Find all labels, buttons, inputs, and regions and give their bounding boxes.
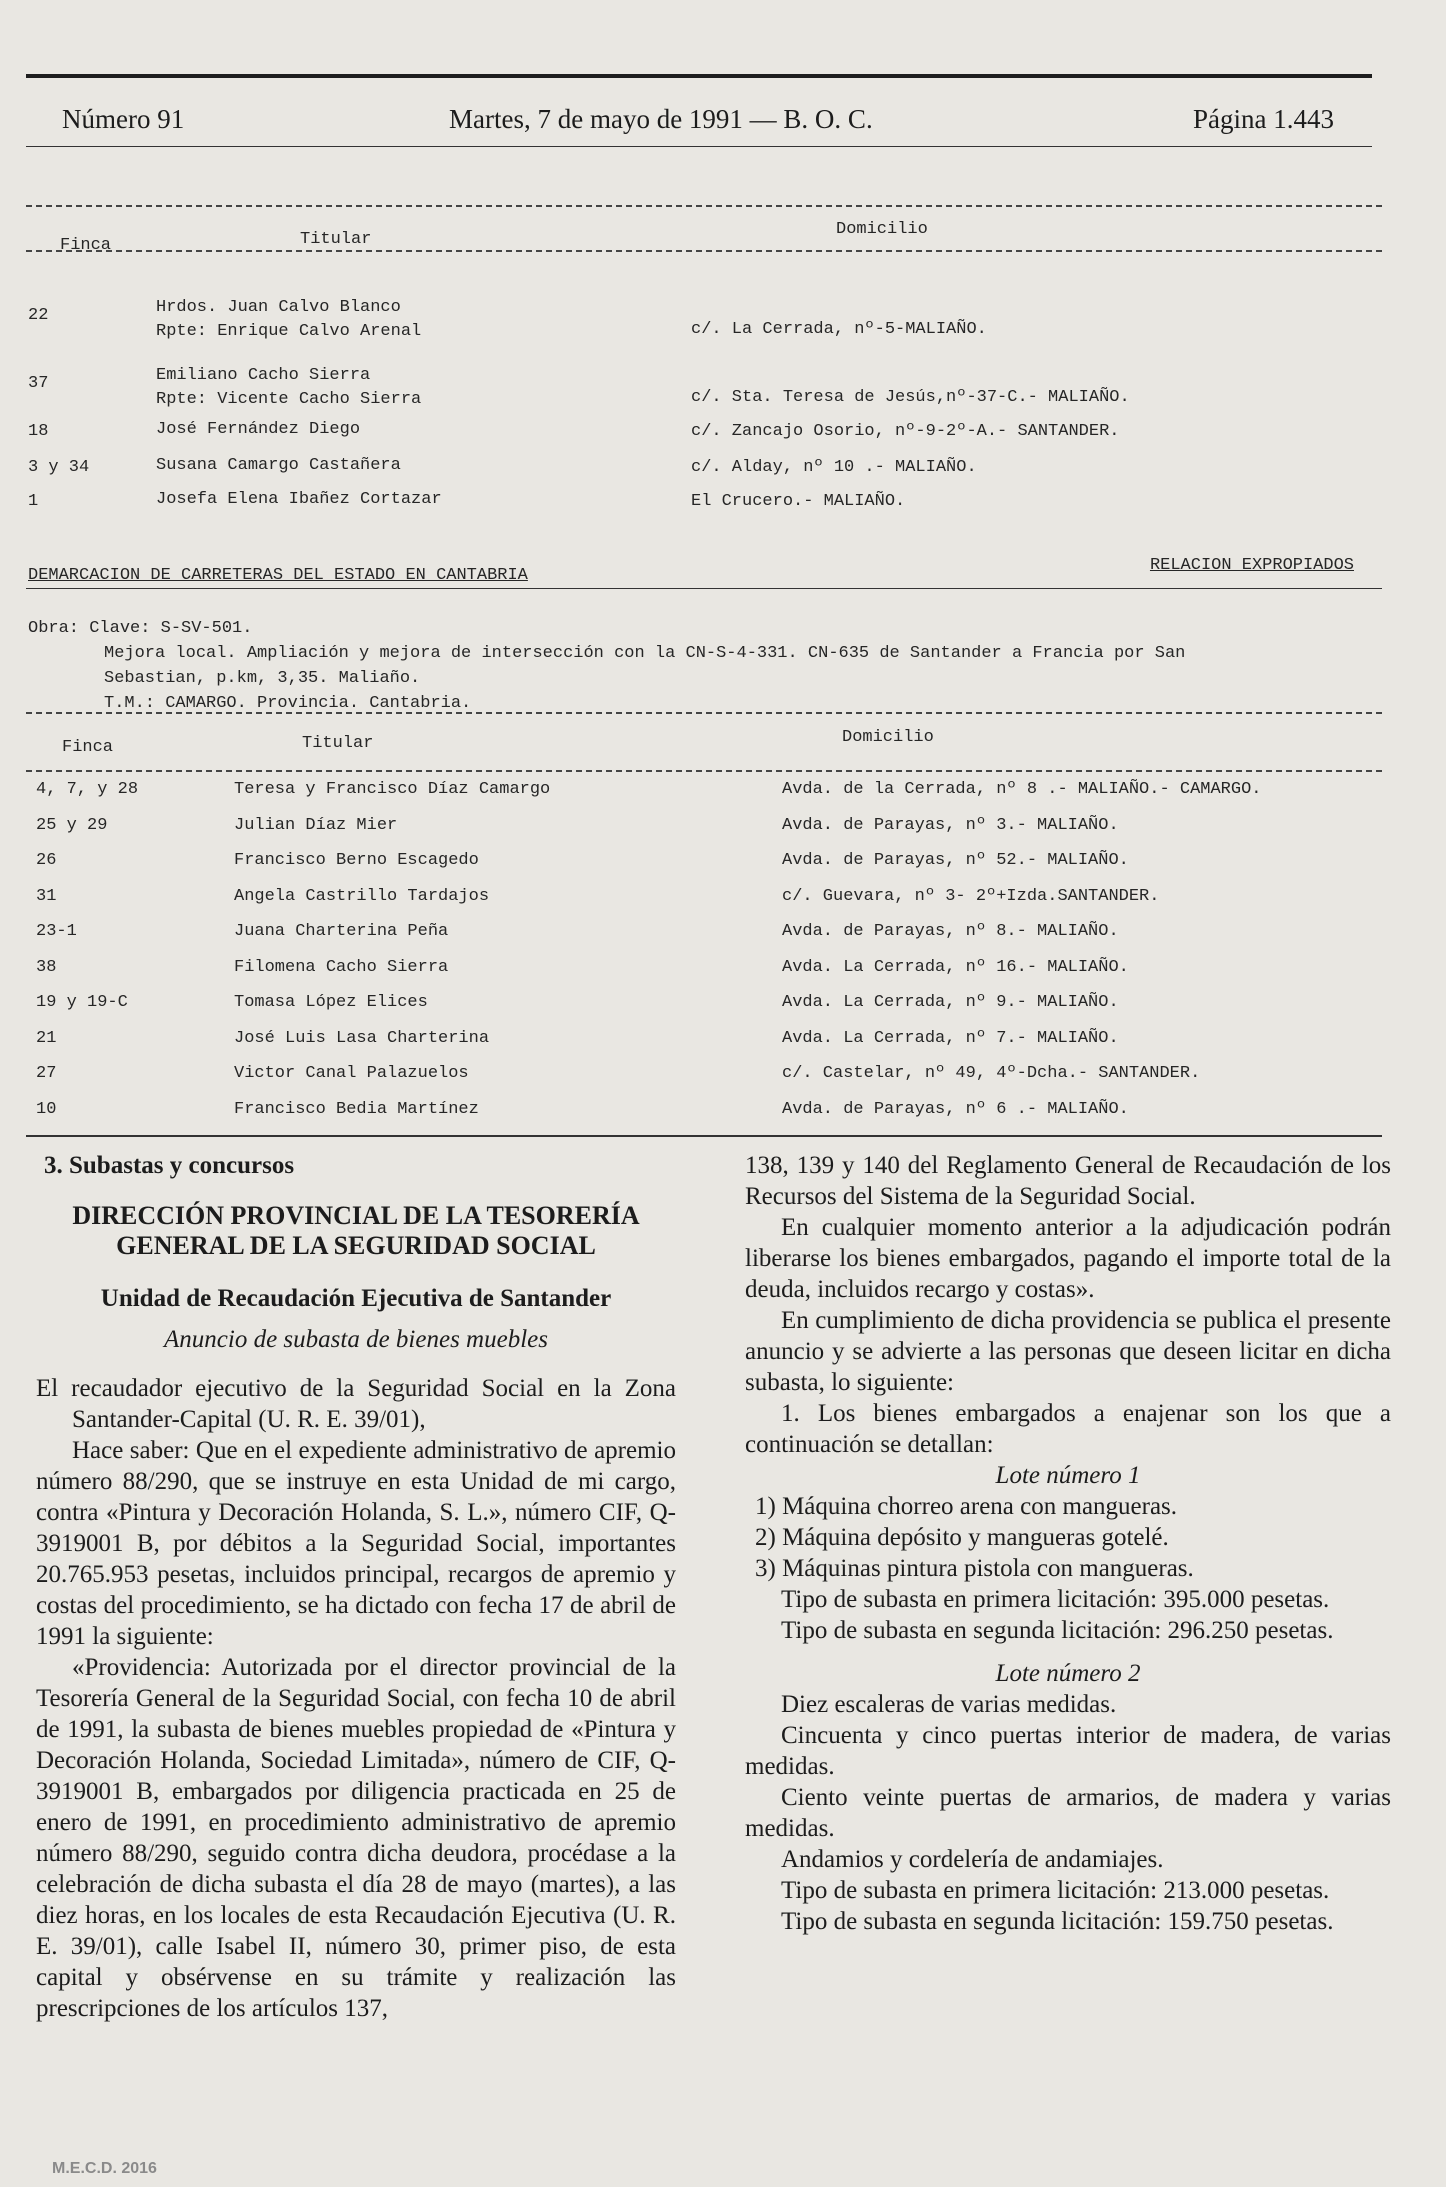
lote-1-title: Lote número 1 — [995, 1462, 1141, 1489]
column-header-titular: Titular — [302, 734, 374, 753]
demarcacion-title: DEMARCACION DE CARRETERAS DEL ESTADO EN CANTABRIA — [28, 566, 528, 585]
section-title: 3. Subastas y concursos — [44, 1152, 295, 1179]
finca-cell: 3 y 34 — [28, 458, 90, 477]
column-header-titular: Titular — [300, 230, 372, 249]
table-row — [26, 1029, 1382, 1061]
table-row — [26, 993, 1382, 1025]
titular-cell: Teresa y Francisco Díaz Camargo — [234, 780, 551, 799]
table-row — [26, 851, 1382, 883]
paragraph: Hace saber: Que en el expediente administrativo de apremio número 88/290, que se instruye en esta Unidad de mi cargo, contra «Pintura y Decoración Holanda, S. L.», número CIF, Q-3919001 B, por débitos a la Seguridad Social, importantes 20.765.953 pesetas, incluidos principal, recargos de apremio y costas del procedimiento, se ha dictado con fecha 17 de abril de 1991 la siguiente: — [36, 1437, 676, 1650]
titular-cell: Victor Canal Palazuelos — [234, 1064, 469, 1083]
finca-cell: 37 — [28, 374, 49, 393]
table-row — [26, 887, 1382, 919]
table-divider — [26, 250, 1382, 252]
direccion-title: DIRECCIÓN PROVINCIAL DE LA TESORERÍA GENERAL DE LA SEGURIDAD SOCIAL — [72, 1201, 640, 1260]
titular-cell: Susana Camargo Castañera — [156, 456, 401, 475]
titular-cell: Emiliano Cacho Sierra — [156, 366, 371, 385]
tipo-subasta: Tipo de subasta en segunda licitación: 159.750 pesetas. — [781, 1908, 1334, 1935]
obra-line: Mejora local. Ampliación y mejora de intersección con la CN-S-4-331. CN-635 de Santander a Francia por San — [104, 644, 1186, 663]
finca-cell: 25 y 29 — [36, 815, 108, 835]
finca-cell: 27 — [36, 1064, 57, 1083]
domicilio-cell: c/. La Cerrada, nº-5-MALIAÑO. — [691, 320, 987, 339]
titular-cell: Tomasa López Elices — [234, 993, 428, 1012]
domicilio-cell: c/. Sta. Teresa de Jesús,nº-37-C.- MALIAÑO. — [691, 388, 1130, 407]
table-divider — [26, 770, 1382, 772]
table-row — [26, 958, 1382, 990]
paragraph: 138, 139 y 140 del Reglamento General de Recaudación de los Recursos del Sistema de la Seguridad Social. — [745, 1152, 1391, 1210]
lote-1-item: 2) Máquina depósito y mangueras gotelé. — [755, 1524, 1169, 1551]
domicilio-cell: Avda. de la Cerrada, nº 8 .- MALIAÑO.- CAMARGO. — [782, 780, 1262, 799]
left-text-column — [36, 1150, 676, 2024]
right-text-column — [745, 1150, 1391, 1937]
titular-cell: Angela Castrillo Tardajos — [234, 886, 490, 906]
titular-cell: Rpte: Vicente Cacho Sierra — [156, 390, 422, 409]
obra-line: Sebastian, p.km, 3,35. Maliaño. — [104, 669, 421, 688]
lote-1-item: 3) Máquinas pintura pistola con mangueras. — [755, 1555, 1194, 1582]
tipo-subasta: Tipo de subasta en primera licitación: 395.000 pesetas. — [781, 1586, 1330, 1613]
finca-cell: 31 — [36, 886, 57, 906]
titular-cell: Francisco Berno Escagedo — [234, 851, 479, 870]
finca-cell: 18 — [28, 422, 49, 441]
titular-cell: Rpte: Enrique Calvo Arenal — [156, 322, 422, 341]
paragraph: «Providencia: Autorizada por el director provincial de la Tesorería General de la Seguridad Social, con fecha 10 de abril de 1991, la subasta de bienes muebles propiedad de «Pintura y Decoración Holanda, Sociedad Limitada», número de CIF, Q-3919001 B, embargados por diligencia practicada en 25 de enero de 1991, en procedimiento administrativo de apremio número 88/290, seguido contra dicha deudora, procédase a la celebración de dicha subasta el día 28 de mayo (martes), a las diez horas, en los locales de esta Recaudación Ejecutiva (U. R. E. 39/01), calle Isabel II, número 30, primer piso, de esta capital y obsérvense en su trámite y realización las prescripciones de los artículos 137, — [36, 1654, 676, 2022]
obra-line: Obra: Clave: S-SV-501. — [28, 619, 253, 638]
domicilio-cell: Avda. La Cerrada, nº 9.- MALIAÑO. — [782, 993, 1119, 1012]
domicilio-cell: Avda. La Cerrada, nº 7.- MALIAÑO. — [782, 1028, 1119, 1048]
table-row — [26, 1064, 1382, 1096]
table-row — [26, 490, 1382, 536]
finca-cell: 26 — [36, 851, 57, 870]
tipo-subasta: Tipo de subasta en primera licitación: 213.000 pesetas. — [781, 1877, 1330, 1904]
finca-cell: 1 — [28, 492, 39, 511]
lote-2-item: Diez escaleras de varias medidas. — [781, 1691, 1117, 1718]
unit-title: Unidad de Recaudación Ejecutiva de Santander — [100, 1285, 612, 1312]
titular-cell: José Fernández Diego — [156, 420, 361, 439]
finca-cell: 21 — [36, 1028, 57, 1048]
paragraph: En cualquier momento anterior a la adjudicación podrán liberarse los bienes embargados, pagando el importe total de la deuda, incluidos recargo y costas». — [745, 1214, 1391, 1303]
page-header — [62, 104, 1334, 140]
paragraph: El recaudador ejecutivo de la Seguridad Social en la Zona Santander-Capital (U. R. E. 39/01), — [36, 1375, 676, 1433]
header-rule — [26, 146, 1372, 147]
demarcacion-rule — [26, 588, 1382, 589]
finca-cell: 4, 7, y 28 — [36, 780, 139, 799]
anuncio-title: Anuncio de subasta de bienes muebles — [164, 1326, 548, 1353]
issue-date: Martes, 7 de mayo de 1991 — B. O. C. — [449, 104, 873, 134]
finca-cell: 22 — [28, 306, 49, 325]
column-header-domicilio: Domicilio — [842, 728, 934, 747]
obra-block — [28, 616, 1185, 716]
tipo-subasta: Tipo de subasta en segunda licitación: 296.250 pesetas. — [781, 1617, 1334, 1644]
domicilio-cell: c/. Zancajo Osorio, nº-9-2º-A.- SANTANDER. — [691, 422, 1120, 441]
top-rule — [26, 74, 1372, 78]
column-header-domicilio: Domicilio — [836, 220, 928, 239]
relacion-expropiados-title: RELACION EXPROPIADOS — [1149, 556, 1354, 575]
table-divider — [26, 712, 1382, 714]
domicilio-cell: Avda. de Parayas, nº 52.- MALIAÑO. — [782, 851, 1129, 870]
titular-cell: Hrdos. Juan Calvo Blanco — [156, 298, 401, 317]
finca-cell: 19 y 19-C — [36, 993, 128, 1012]
page-number: Página 1.443 — [1193, 104, 1334, 134]
footer-mark: M.E.C.D. 2016 — [52, 2160, 157, 2177]
titular-cell: José Luis Lasa Charterina — [234, 1028, 490, 1048]
lote-2-title: Lote número 2 — [995, 1660, 1141, 1687]
section-rule — [26, 1135, 1382, 1137]
titular-cell: Francisco Bedia Martínez — [234, 1099, 479, 1119]
lote-1-item: 1) Máquina chorreo arena con mangueras. — [755, 1493, 1178, 1520]
domicilio-cell: El Crucero.- MALIAÑO. — [691, 492, 906, 511]
table-divider — [26, 205, 1382, 207]
column-header-finca: Finca — [60, 236, 112, 255]
table-row — [26, 780, 1382, 812]
finca-cell: 10 — [36, 1099, 57, 1119]
column-header-finca: Finca — [62, 738, 114, 757]
paragraph: 1. Los bienes embargados a enajenar son los que a continuación se detallan: — [745, 1400, 1391, 1458]
table-row — [26, 1100, 1382, 1132]
issue-number: Número 91 — [62, 104, 185, 134]
lote-2-item: Andamios y cordelería de andamiajes. — [781, 1846, 1164, 1873]
domicilio-cell: Avda. de Parayas, nº 6 .- MALIAÑO. — [782, 1099, 1129, 1119]
domicilio-cell: c/. Alday, nº 10 .- MALIAÑO. — [691, 458, 977, 477]
lote-2-item: Ciento veinte puertas de armarios, de madera y varias medidas. — [745, 1784, 1391, 1842]
titular-cell: Filomena Cacho Sierra — [234, 957, 449, 977]
table-row — [26, 816, 1382, 848]
titular-cell: Juana Charterina Peña — [234, 922, 449, 941]
obra-line: T.M.: CAMARGO. Provincia. Cantabria. — [104, 694, 472, 713]
finca-cell: 23-1 — [36, 922, 77, 941]
titular-cell: Josefa Elena Ibañez Cortazar — [156, 490, 442, 509]
finca-cell: 38 — [36, 957, 57, 977]
domicilio-cell: Avda. de Parayas, nº 8.- MALIAÑO. — [782, 922, 1119, 941]
table-row — [26, 298, 1382, 344]
paragraph: En cumplimiento de dicha providencia se publica el presente anuncio y se advierte a las personas que deseen licitar en dicha subasta, lo siguiente: — [745, 1307, 1391, 1396]
table-row — [26, 922, 1382, 954]
domicilio-cell: c/. Castelar, nº 49, 4º-Dcha.- SANTANDER. — [782, 1064, 1201, 1083]
titular-cell: Julian Díaz Mier — [234, 815, 398, 835]
lote-2-item: Cincuenta y cinco puertas interior de madera, de varias medidas. — [745, 1722, 1391, 1780]
domicilio-cell: Avda. La Cerrada, nº 16.- MALIAÑO. — [782, 957, 1129, 977]
table-row — [26, 366, 1382, 412]
domicilio-cell: Avda. de Parayas, nº 3.- MALIAÑO. — [782, 815, 1119, 835]
domicilio-cell: c/. Guevara, nº 3- 2º+Izda.SANTANDER. — [782, 886, 1160, 906]
